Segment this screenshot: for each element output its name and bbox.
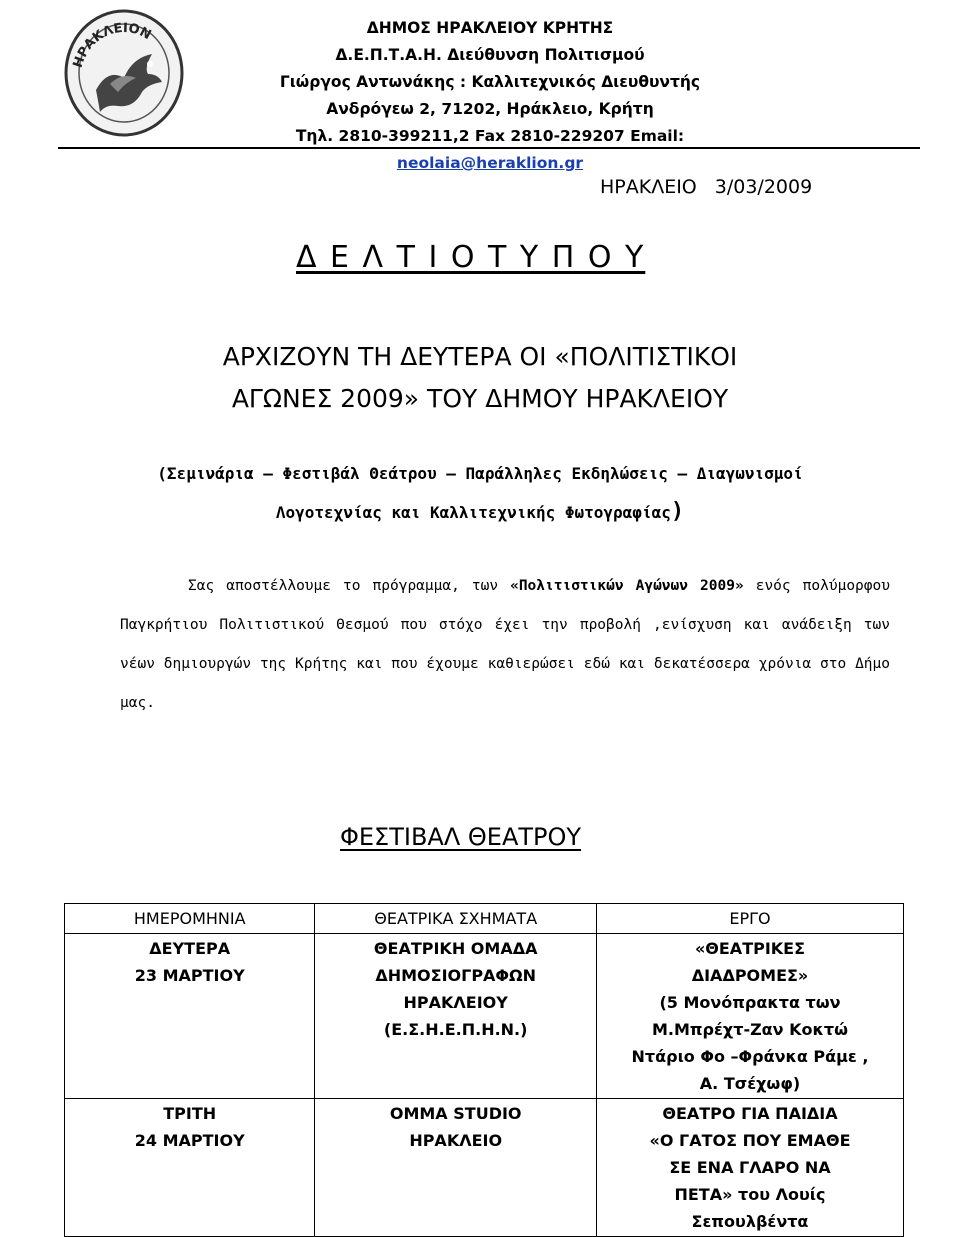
cell-line: ΣΕ ΕΝΑ ΓΛΑΡΟ ΝΑ [669, 1158, 831, 1177]
cell-line: ΤΡΙΤΗ [163, 1104, 217, 1123]
letterhead-line4: Ανδρόγεω 2, 71202, Ηράκλειο, Κρήτη [326, 100, 654, 118]
program-table [64, 903, 904, 1237]
subtitle-line2-wrap [100, 493, 860, 532]
cell-date [65, 934, 315, 1099]
header-groups: ΘΕΑΤΡΙΚΑ ΣΧΗΜΑΤΑ [315, 904, 597, 934]
cell-line: ΟΜΜΑ STUDIO [389, 1104, 522, 1123]
email-link[interactable]: neolaia@heraklion.gr [396, 154, 584, 172]
headline-line2: ΑΓΩΝΕΣ 2009» ΤΟΥ ΔΗΜΟΥ ΗΡΑΚΛΕΙΟΥ [231, 384, 729, 413]
subtitle-line2: Λογοτεχνίας και Καλλιτεχνικής Φωτογραφίας [275, 503, 671, 522]
letterhead-divider [58, 147, 920, 149]
press-release-heading: Δ Ε Λ Τ Ι Ο Τ Υ Π Ο Υ [296, 240, 646, 275]
body-part1: Σας αποστέλλουμε το πρόγραμμα, των [188, 578, 511, 594]
cell-line: ΔΕΥΤΕΡΑ [149, 939, 231, 958]
header-date: ΗΜΕΡΟΜΗΝΙΑ [65, 904, 315, 934]
municipality-seal [62, 8, 186, 138]
table-header-row [65, 904, 904, 934]
dateline-date: 3/03/2009 [714, 176, 813, 198]
cell-line: ΘΕΑΤΡΟ ΓΙΑ ΠΑΙΔΙΑ [662, 1104, 838, 1123]
body-part2: ενός πολύμορφου Παγκρήτιου Πολιτιστικού Θεσμού που στόχο έχει την προβολή ,ενίσχυση και ανάδειξη των νέων δημιουργών της Κρήτης και που έχουμε καθιερώσει εδώ και δεκατέσσερα χρόνια στο Δήμο μας. [120, 578, 890, 711]
eagle-seal-icon [62, 8, 186, 138]
cell-line: (Ε.Σ.Η.Ε.Π.Η.Ν.) [383, 1020, 528, 1039]
subtitle [100, 455, 860, 532]
cell-date [65, 1099, 315, 1237]
dateline-place: ΗΡΑΚΛΕΙΟ [600, 176, 697, 198]
cell-line: Σεπουλβέντα [691, 1212, 809, 1231]
cell-line: 24 ΜΑΡΤΙΟΥ [134, 1131, 245, 1150]
cell-line: Μ.Μπρέχτ-Ζαν Κοκτώ [651, 1020, 849, 1039]
letterhead-line3: Γιώργος Αντωνάκης : Καλλιτεχνικός Διευθυντής [279, 73, 701, 91]
body-paragraph [120, 567, 890, 723]
letterhead [210, 15, 770, 177]
cell-line: «ΘΕΑΤΡΙΚΕΣ [694, 939, 806, 958]
section-title: ΦΕΣΤΙΒΑΛ ΘΕΑΤΡΟΥ [340, 823, 582, 851]
letterhead-line1: ΔΗΜΟΣ ΗΡΑΚΛΕΙΟΥ ΚΡΗΤΗΣ [366, 19, 614, 37]
contact-phone-fax: Τηλ. 2810-399211,2 Fax 2810-229207 Email: [295, 127, 685, 145]
body-bold-title: «Πολιτιστικών Αγώνων 2009» [510, 578, 744, 594]
subtitle-line1: (Σεμινάρια – Φεστιβάλ Θεάτρου – Παράλληλες Εκδηλώσεις – Διαγωνισμοί [157, 464, 803, 483]
cell-line: 23 ΜΑΡΤΙΟΥ [134, 966, 245, 985]
cell-line: Α. Τσέχωφ) [699, 1074, 801, 1093]
table-row [65, 1099, 904, 1237]
headline [120, 336, 840, 420]
cell-work [596, 934, 903, 1099]
dateline [600, 176, 812, 198]
cell-line: ΔΙΑΔΡΟΜΕΣ» [691, 966, 809, 985]
letterhead-contact [210, 123, 770, 177]
subtitle-close-paren: ) [670, 499, 685, 524]
cell-group [315, 1099, 597, 1237]
cell-line: ΗΡΑΚΛΕΙΟΥ [403, 993, 508, 1012]
header-work: ΕΡΓΟ [596, 904, 903, 934]
cell-line: «Ο ΓΑΤΟΣ ΠΟΥ ΕΜΑΘΕ [649, 1131, 851, 1150]
cell-line: ΠΕΤΑ» του Λουίς [674, 1185, 826, 1204]
cell-line: ΗΡΑΚΛΕΙΟ [409, 1131, 503, 1150]
cell-group [315, 934, 597, 1099]
cell-line: Ντάριο Φο –Φράνκα Ράμε , [631, 1047, 869, 1066]
letterhead-line2: Δ.Ε.Π.Τ.Α.Η. Διεύθυνση Πολιτισμού [335, 46, 645, 64]
cell-line: (5 Μονόπρακτα των [659, 993, 841, 1012]
table-row [65, 934, 904, 1099]
cell-line: ΔΗΜΟΣΙΟΓΡΑΦΩΝ [375, 966, 537, 985]
seal-text: ΗΡΑΚΛΕΙΟΝ [70, 20, 154, 70]
headline-line1: ΑΡΧΙΖΟΥΝ ΤΗ ΔΕΥΤΕΡΑ ΟΙ «ΠΟΛΙΤΙΣΤΙΚΟΙ [222, 342, 738, 371]
cell-work [596, 1099, 903, 1237]
cell-line: ΘΕΑΤΡΙΚΗ ΟΜΑΔΑ [373, 939, 538, 958]
